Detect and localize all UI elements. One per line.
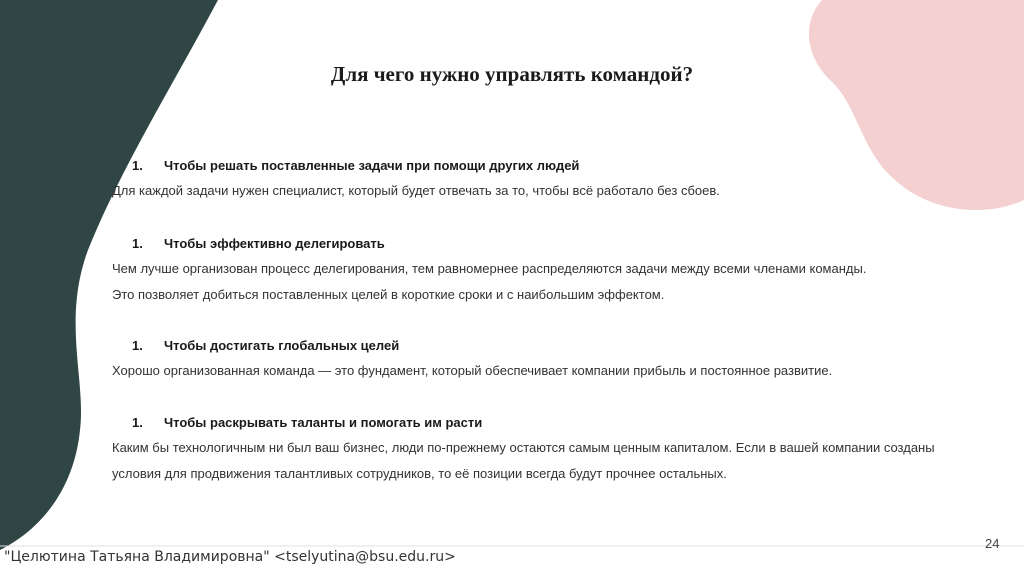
list-item bbox=[112, 338, 1012, 384]
item-heading-row bbox=[112, 415, 1012, 435]
item-heading: Чтобы раскрывать таланты и помогать им расти bbox=[164, 415, 483, 430]
footer-author: "Целютина Татьяна Владимировна" <tselyutina@bsu.edu.ru> bbox=[4, 549, 456, 565]
item-paragraph: Для каждой задачи нужен специалист, который будет отвечать за то, чтобы всё работало без сбоев. bbox=[112, 183, 720, 198]
item-number: 1. bbox=[132, 338, 143, 353]
item-heading: Чтобы достигать глобальных целей bbox=[164, 338, 400, 353]
slide-title: Для чего нужно управлять командой? bbox=[330, 62, 694, 86]
list-item bbox=[112, 158, 1012, 204]
list-item bbox=[112, 415, 1012, 487]
item-number: 1. bbox=[132, 415, 143, 430]
item-number: 1. bbox=[132, 236, 143, 251]
item-heading: Чтобы решать поставленные задачи при помощи других людей bbox=[164, 158, 580, 173]
item-heading-row bbox=[112, 158, 1012, 178]
item-heading: Чтобы эффективно делегировать bbox=[164, 236, 385, 251]
item-heading-row bbox=[112, 338, 1012, 358]
item-heading-row bbox=[112, 236, 1012, 256]
item-paragraph: Чем лучше организован процесс делегирования, тем равномернее распределяются задачи между всеми членами команды. bbox=[112, 261, 867, 276]
item-paragraph: условия для продвижения талантливых сотрудников, то её позиции всегда будут прочнее остальных. bbox=[112, 466, 727, 481]
item-paragraph: Хорошо организованная команда — это фундамент, который обеспечивает компании прибыль и постоянное развитие. bbox=[112, 363, 833, 378]
item-number: 1. bbox=[132, 158, 143, 173]
item-paragraph: Каким бы технологичным ни был ваш бизнес, люди по-прежнему остаются самым ценным капиталом. Если в вашей компании созданы bbox=[112, 440, 935, 455]
list-item bbox=[112, 236, 1012, 308]
page-number: 24 bbox=[985, 536, 1000, 551]
item-paragraph: Это позволяет добиться поставленных целей в короткие сроки и с наибольшим эффектом. bbox=[112, 287, 665, 302]
